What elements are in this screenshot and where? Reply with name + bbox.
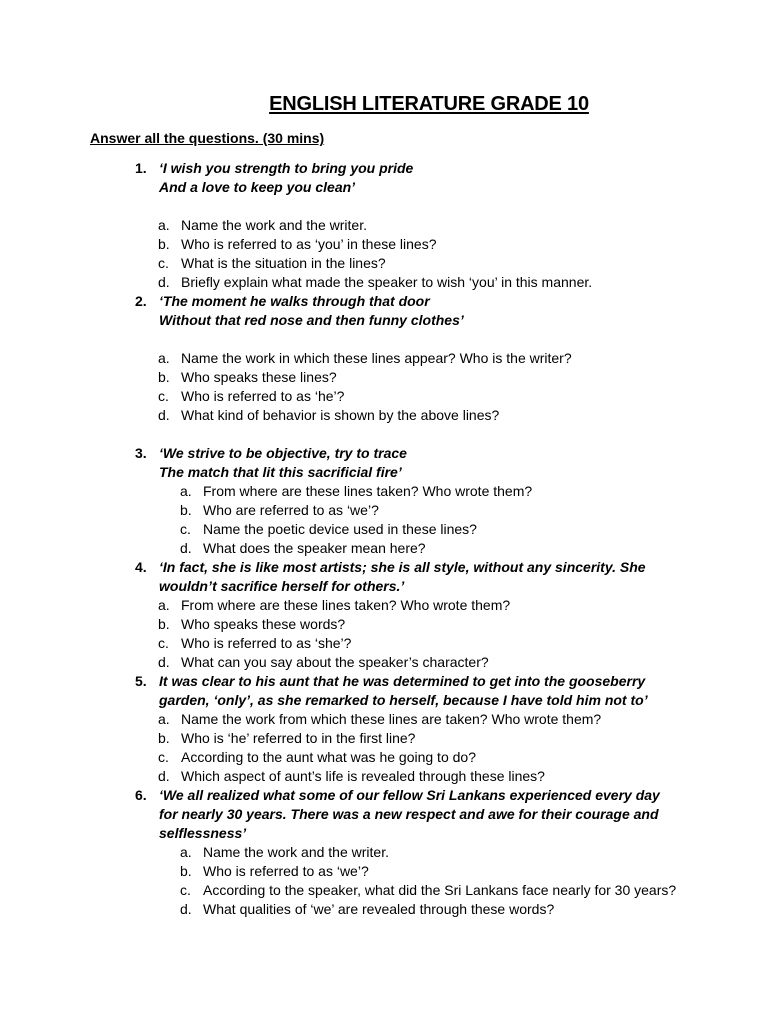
question-quote — [159, 558, 679, 596]
sub-question — [0, 710, 768, 729]
question-number: 4. — [135, 559, 147, 575]
sub-question — [0, 843, 768, 862]
question-5 — [0, 672, 768, 786]
question-2 — [0, 292, 768, 425]
instructions: Answer all the questions. (30 mins) — [90, 130, 325, 146]
sub-question — [0, 900, 768, 919]
sub-question-letter: a. — [158, 350, 170, 366]
quote-line: ‘We strive to be objective, try to trace — [159, 445, 407, 461]
sub-question-text: Who speaks these lines? — [181, 369, 337, 385]
sub-question — [0, 615, 768, 634]
sub-question-text: What does the speaker mean here? — [203, 540, 426, 556]
sub-question-text: What is the situation in the lines? — [181, 255, 386, 271]
sub-question-letter: c. — [158, 388, 169, 404]
sub-question-text: Who is ‘he’ referred to in the first line? — [181, 730, 416, 746]
sub-question-letter: d. — [180, 540, 192, 556]
quote-line: And a love to keep you clean’ — [159, 179, 356, 195]
quote-line: It was clear to his aunt that he was determined to get into the gooseberry garden, ‘only’, as she remarked to herself, because I have told him not to’ — [159, 673, 648, 708]
sub-question-letter: a. — [158, 597, 170, 613]
sub-question — [0, 729, 768, 748]
sub-question-list — [0, 482, 768, 558]
sub-question-letter: b. — [180, 502, 192, 518]
sub-question-text: Name the work in which these lines appear? Who is the writer? — [181, 350, 572, 366]
sub-question — [0, 539, 768, 558]
sub-question-list — [0, 216, 768, 292]
sub-question — [0, 767, 768, 786]
sub-question — [0, 520, 768, 539]
quote-line: ‘I wish you strength to bring you pride — [159, 160, 414, 176]
question-quote — [159, 786, 679, 843]
sub-question-list — [0, 596, 768, 672]
sub-question — [0, 387, 768, 406]
sub-question — [0, 406, 768, 425]
sub-question-text: Who is referred to as ‘he’? — [181, 388, 345, 404]
sub-question — [0, 273, 768, 292]
sub-question-letter: a. — [158, 711, 170, 727]
sub-question-letter: b. — [180, 863, 192, 879]
sub-question-letter: c. — [180, 521, 191, 537]
sub-question — [0, 254, 768, 273]
sub-question-letter: d. — [158, 768, 170, 784]
sub-question-letter: a. — [180, 483, 192, 499]
question-quote — [159, 444, 679, 482]
sub-question-letter: a. — [180, 844, 192, 860]
sub-question-text: Name the work and the writer. — [181, 217, 367, 233]
sub-question — [0, 501, 768, 520]
sub-question-text: From where are these lines taken? Who wrote them? — [181, 597, 511, 613]
sub-question-text: Who are referred to as ‘we’? — [203, 502, 379, 518]
sub-question — [0, 216, 768, 235]
sub-question-list — [0, 349, 768, 425]
sub-question-letter: c. — [158, 635, 169, 651]
sub-question — [0, 368, 768, 387]
sub-question-letter: d. — [158, 407, 170, 423]
sub-question-letter: b. — [158, 730, 170, 746]
sub-question-letter: b. — [158, 236, 170, 252]
question-3 — [0, 444, 768, 558]
sub-question-text: According to the speaker, what did the Sri Lankans face nearly for 30 years? — [203, 882, 677, 898]
sub-question-text: According to the aunt what was he going to do? — [181, 749, 476, 765]
sub-question-letter: b. — [158, 616, 170, 632]
question-number: 6. — [135, 787, 147, 803]
sub-question — [0, 862, 768, 881]
question-number: 2. — [135, 293, 147, 309]
quote-line: ‘The moment he walks through that door — [159, 293, 430, 309]
sub-question-text: Who is referred to as ‘we’? — [203, 863, 369, 879]
question-quote — [159, 292, 679, 330]
sub-question-text: What kind of behavior is shown by the above lines? — [181, 407, 500, 423]
sub-question-letter: d. — [158, 274, 170, 290]
sub-question — [0, 881, 768, 900]
sub-question-letter: c. — [180, 882, 191, 898]
question-list — [0, 159, 768, 919]
sub-question-text: Name the work from which these lines are taken? Who wrote them? — [181, 711, 602, 727]
sub-question-text: Briefly explain what made the speaker to wish ‘you’ in this manner. — [181, 274, 593, 290]
sub-question-letter: b. — [158, 369, 170, 385]
quote-line: ‘We all realized what some of our fellow Sri Lankans experienced every day for nearly 30 years. There was a new respect and awe for their courage and selflessness’ — [159, 787, 660, 841]
sub-question-letter: d. — [180, 901, 192, 917]
sub-question-list — [0, 843, 768, 919]
sub-question-text: Who is referred to as ‘you’ in these lines? — [181, 236, 437, 252]
sub-question-text: From where are these lines taken? Who wrote them? — [203, 483, 533, 499]
sub-question-letter: a. — [158, 217, 170, 233]
sub-question-letter: d. — [158, 654, 170, 670]
question-6 — [0, 786, 768, 919]
sub-question-list — [0, 710, 768, 786]
sub-question-text: Who speaks these words? — [181, 616, 346, 632]
quote-line: ‘In fact, she is like most artists; she is all style, without any sincerity. She wouldn’t sacrifice herself for others.’ — [159, 559, 646, 594]
sub-question — [0, 596, 768, 615]
sub-question — [0, 482, 768, 501]
question-1 — [0, 159, 768, 292]
quote-line: Without that red nose and then funny clothes’ — [159, 312, 464, 328]
sub-question — [0, 748, 768, 767]
spacer — [0, 425, 768, 444]
sub-question-text: Which aspect of aunt’s life is revealed through these lines? — [181, 768, 545, 784]
question-number: 3. — [135, 445, 147, 461]
sub-question-letter: c. — [158, 749, 169, 765]
sub-question — [0, 235, 768, 254]
sub-question — [0, 634, 768, 653]
sub-question-text: What qualities of ‘we’ are revealed through these words? — [203, 901, 555, 917]
question-quote — [159, 159, 679, 197]
sub-question-text: What can you say about the speaker’s character? — [181, 654, 489, 670]
page-title: ENGLISH LITERATURE GRADE 10 — [269, 93, 589, 115]
sub-question-text: Who is referred to as ‘she’? — [181, 635, 352, 651]
sub-question — [0, 349, 768, 368]
question-number: 1. — [135, 160, 147, 176]
question-number: 5. — [135, 673, 147, 689]
sub-question — [0, 653, 768, 672]
question-quote — [159, 672, 679, 710]
sub-question-text: Name the poetic device used in these lines? — [203, 521, 477, 537]
sub-question-letter: c. — [158, 255, 169, 271]
question-4 — [0, 558, 768, 672]
sub-question-text: Name the work and the writer. — [203, 844, 389, 860]
quote-line: The match that lit this sacrificial fire’ — [159, 464, 402, 480]
